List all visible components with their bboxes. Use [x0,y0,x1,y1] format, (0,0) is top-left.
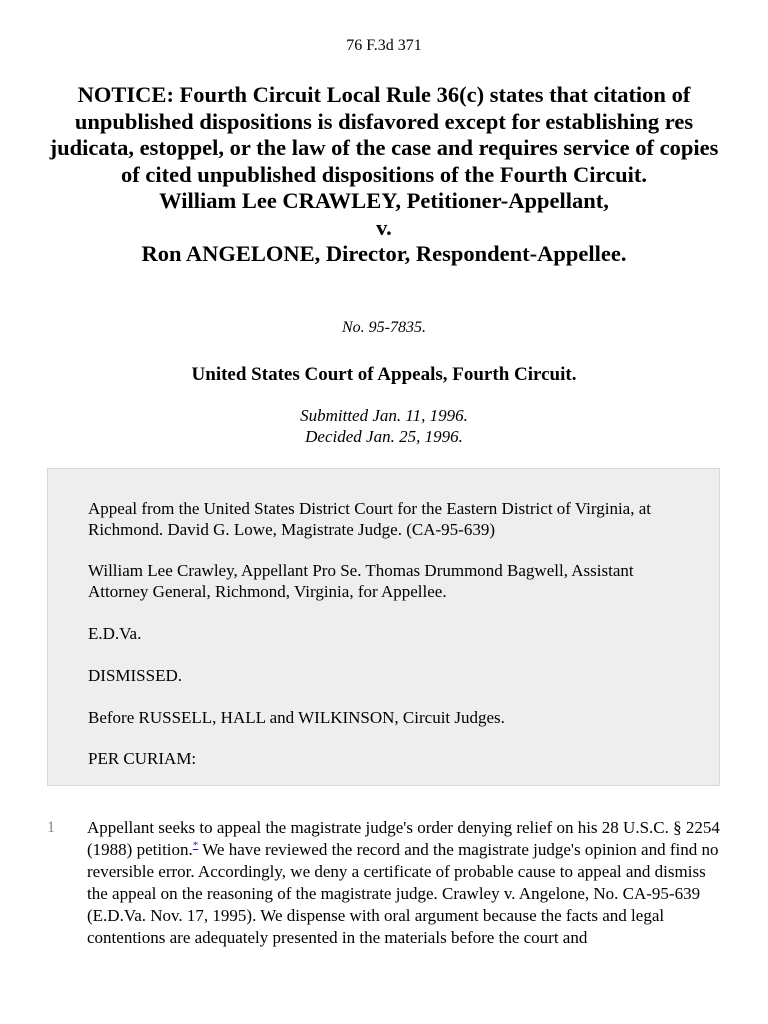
decided-date: Decided Jan. 25, 1996. [305,427,463,446]
appeal-from-text: Appeal from the United States District Court for the Eastern District of Virginia, at Richmond. David G. Lowe, Magistrate Judge. (CA-95-639) [88,499,652,539]
paragraph-number: 1 [47,819,55,836]
paragraph-text [87,817,727,949]
petitioner-name: William Lee CRAWLEY, Petitioner-Appellant, [159,188,609,213]
versus-label: v. [376,214,392,240]
case-header [40,82,728,268]
case-citation: 76 F.3d 371 [346,37,422,54]
paragraph-text-rest: We have reviewed the record and the magistrate judge's opinion and find no reversible error. Accordingly, we deny a certificate of probable cause to appeal and dismiss the appeal on the reasoning of the magistrate judge. Crawley v. Angelone, No. CA-95-639 (E.D.Va. Nov. 17, 1995). We dispense with oral argument because the facts and legal contentions are adequately presented in the materials before the court and [87,840,719,947]
disposition-text: DISMISSED. [88,666,182,685]
case-dates [0,405,768,447]
docket-number: No. 95-7835. [342,319,426,336]
prelims-box [47,468,720,786]
counsel-text: William Lee Crawley, Appellant Pro Se. Thomas Drummond Bagwell, Assistant Attorney General, Richmond, Virginia, for Appellee. [88,561,634,601]
district-text: E.D.Va. [88,624,142,643]
per-curiam-label: PER CURIAM: [88,749,197,768]
paragraph-text-start: Appellant seeks to appeal the magistrate judge's order denying relief on his 28 U.S.C. § 2254 (1988) petition. [87,818,720,859]
respondent-name: Ron ANGELONE, Director, Respondent-Appellee. [141,241,627,266]
unpublished-notice: NOTICE: Fourth Circuit Local Rule 36(c) states that citation of unpublished dispositions is disfavored except for establishing res judicata, estoppel, or the law of the case and requires service of copies of cited unpublished dispositions of the Fourth Circuit. [49,82,719,187]
panel-text: Before RUSSELL, HALL and WILKINSON, Circuit Judges. [88,708,505,727]
submitted-date: Submitted Jan. 11, 1996. [300,406,468,425]
footnote-link[interactable]: * [192,839,199,852]
court-name: United States Court of Appeals, Fourth Circuit. [191,364,577,385]
